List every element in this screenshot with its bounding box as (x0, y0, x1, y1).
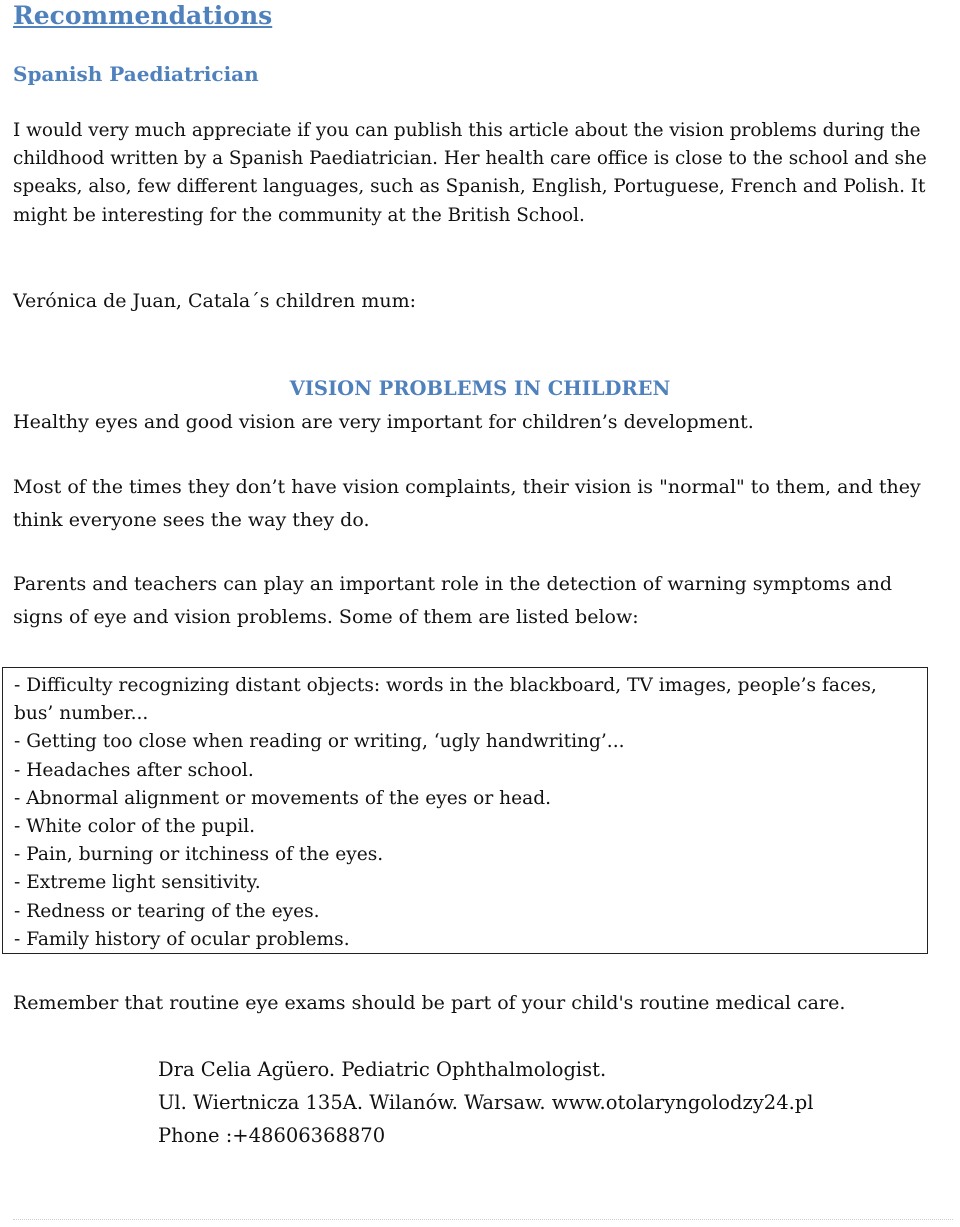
symptom-item: - Getting too close when reading or writing, ‘ugly handwriting’... (14, 731, 625, 753)
footer-divider (13, 1219, 953, 1220)
article-heading: VISION PROBLEMS IN CHILDREN (289, 377, 671, 400)
closing-paragraph: Remember that routine eye exams should be part of your child's routine medical care. (13, 992, 846, 1014)
symptom-item: - Abnormal alignment or movements of the eyes or head. (14, 787, 552, 809)
symptom-item: - Pain, burning or itchiness of the eyes. (14, 844, 384, 866)
page-title: Recommendations (13, 1, 273, 30)
symptom-item: - Redness or tearing of the eyes. (14, 900, 320, 922)
symptom-item: - Extreme light sensitivity. (14, 872, 261, 894)
signature-phone: Phone :+48606368870 (158, 1124, 386, 1147)
signature-name: Dra Celia Agüero. Pediatric Ophthalmologist. (158, 1058, 607, 1081)
article-paragraph: Healthy eyes and good vision are very important for children’s development. (13, 411, 754, 433)
symptom-item: - Difficulty recognizing distant objects: words in the blackboard, TV images, people’s faces, bus’ number... (14, 675, 877, 725)
intro-paragraph: I would very much appreciate if you can publish this article about the vision problems during the childhood written by a Spanish Paediatrician. Her health care office is close to the school and she speaks, also, few different languages, such as Spanish, English, Portuguese, French and Polish. It might be interesting for the community at the British School. (13, 120, 927, 226)
article-paragraph: Most of the times they don’t have vision complaints, their vision is "normal" to them, and they think everyone sees the way they do. (13, 476, 921, 531)
page-subtitle: Spanish Paediatrician (13, 62, 259, 86)
intro-signoff: Verónica de Juan, Catala´s children mum: (13, 290, 416, 312)
signature-address: Ul. Wiertnicza 135A. Wilanów. Warsaw. www.otolaryngolodzy24.pl (158, 1091, 814, 1114)
symptom-item: - Headaches after school. (14, 759, 254, 781)
signature-block (158, 1053, 814, 1152)
symptoms-box (2, 667, 928, 954)
symptoms-list (14, 672, 919, 954)
symptom-item: - Family history of ocular problems. (14, 928, 350, 950)
symptom-item: - White color of the pupil. (14, 816, 256, 838)
article-paragraph: Parents and teachers can play an important role in the detection of warning symptoms and signs of eye and vision problems. Some of them are listed below: (13, 573, 893, 628)
